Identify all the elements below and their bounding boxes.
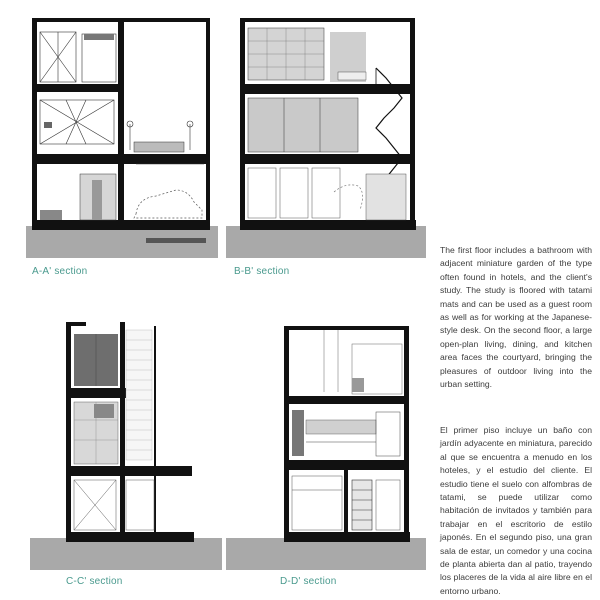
english-description: The first floor includes a bathroom with adjacent miniature garden of the type often found in hotels, and the client's study. The study is floored with tatami mats and can be used as a guest room as well as for working at the Japanese-style desk. On the second floor, a large open-plan living, dining, and kitchen area faces the courtyard, bringing the pleasures of outdoor living into the urban setting. xyxy=(440,245,592,390)
caption-dd: D-D' section xyxy=(280,576,337,587)
section-dd-drawing xyxy=(226,320,426,570)
spanish-description: El primer piso incluye un baño con jardín adyacente en miniatura, parecido al que se encuentra a menudo en los hoteles, y el estudio del cliente. El estudio tiene el suelo con alfombras de tatami, se puede utilizar como habitación de invitados y también para trabajar en el escritorio de estilo japonés. En el segundo piso, una gran sala de estar, un comedor y una cocina de planta abierta dan al patio, trayendo los placeres de la vida al aire libre en el entorno urbano. xyxy=(440,425,592,596)
ground xyxy=(226,226,426,258)
section-aa-drawing xyxy=(26,14,218,258)
section-bb-drawing xyxy=(226,14,426,258)
ground xyxy=(30,538,222,570)
caption-cc: C-C' section xyxy=(66,576,123,587)
caption-bb: B-B' section xyxy=(234,266,290,277)
caption-aa: A-A' section xyxy=(32,266,88,277)
ground xyxy=(226,538,426,570)
section-cc-drawing xyxy=(30,320,222,570)
